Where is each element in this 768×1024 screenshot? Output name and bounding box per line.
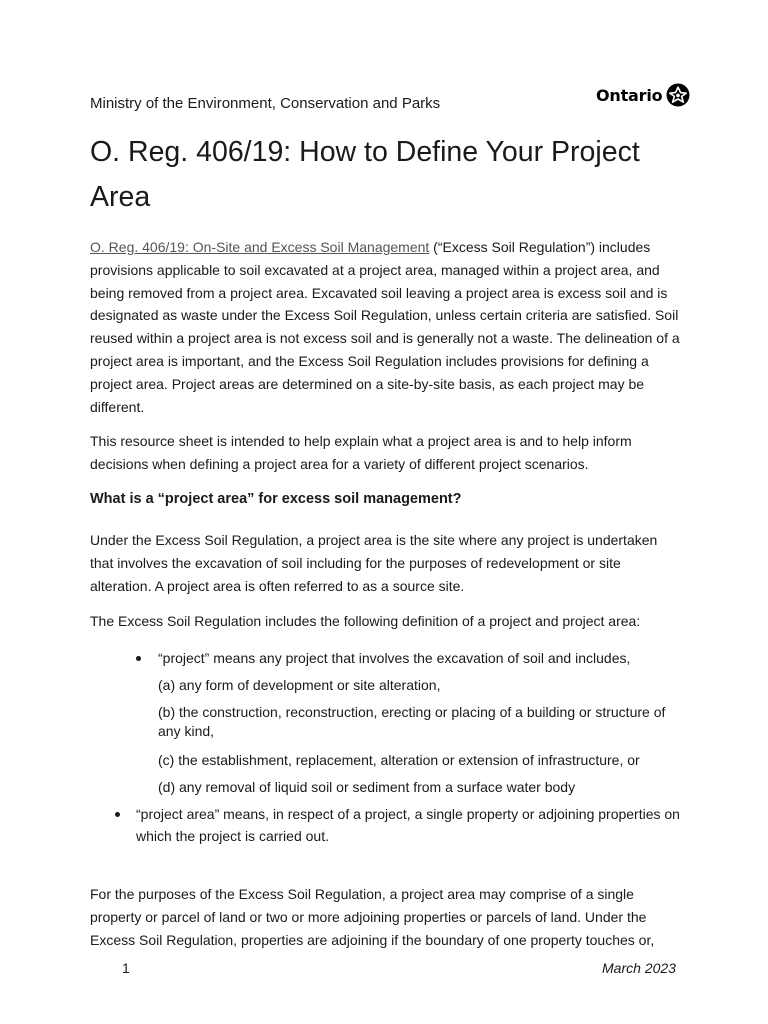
page-number: 1: [122, 960, 130, 976]
definition-item-b: (b) the construction, reconstruction, erecting or placing of a building or structure of any kind,: [158, 704, 666, 739]
ontario-logo: [596, 82, 690, 108]
adjoining-paragraph: For the purposes of the Excess Soil Regulation, a project area may comprise of a single property or parcel of land or two or more adjoining properties or parcels of land. Under the Excess Soil Regulation, properties are adjoining if the boundary of one property touches or,: [90, 886, 655, 948]
page-title: O. Reg. 406/19: How to Define Your Project Area: [90, 136, 640, 213]
intro-paragraph: [90, 236, 680, 418]
regulation-link[interactable]: O. Reg. 406/19: On-Site and Excess Soil Management: [90, 239, 430, 255]
bullet-dot: [136, 656, 141, 661]
definition-item-d: (d) any removal of liquid soil or sediment from a surface water body: [158, 779, 576, 795]
intro-text: (“Excess Soil Regulation”) includes provisions applicable to soil excavated at a project area, managed within a project area, and being removed from a project area. Excavated soil leaving a project area is excess soil and is designated as waste under the Excess Soil Regulation, unless certain criteria are satisfied. Soil reused within a project area is not excess soil and is generally not a waste. The delineation of a project area is important, and the Excess Soil Regulation includes provisions for defining a project area. Project areas are determined on a site-by-site basis, as each project may be different.: [90, 239, 680, 415]
definition-item-c: (c) the establishment, replacement, alteration or extension of infrastructure, or: [158, 752, 640, 768]
logo-wordmark: Ontario: [596, 85, 663, 105]
definitions-intro: The Excess Soil Regulation includes the following definition of a project and project area:: [90, 613, 641, 629]
purpose-paragraph: This resource sheet is intended to help explain what a project area is and to help inform decisions when defining a project area for a variety of different project scenarios.: [90, 433, 632, 472]
project-area-definition: “project area” means, in respect of a project, a single property or adjoining properties on which the project is carried out.: [136, 806, 680, 844]
ministry-name: Ministry of the Environment, Conservation and Parks: [90, 95, 441, 112]
bullet-dot: [115, 812, 120, 817]
project-definition: “project” means any project that involves the excavation of soil and includes,: [158, 650, 631, 666]
section-heading: What is a “project area” for excess soil management?: [90, 491, 462, 507]
definition-paragraph: Under the Excess Soil Regulation, a project area is the site where any project is undertaken that involves the excavation of soil including for the purposes of redevelopment or site alteration. A project area is often referred to as a source site.: [90, 532, 658, 594]
trillium-icon: [666, 83, 690, 107]
definition-item-a: (a) any form of development or site alteration,: [158, 677, 441, 693]
publication-date: March 2023: [602, 960, 676, 976]
